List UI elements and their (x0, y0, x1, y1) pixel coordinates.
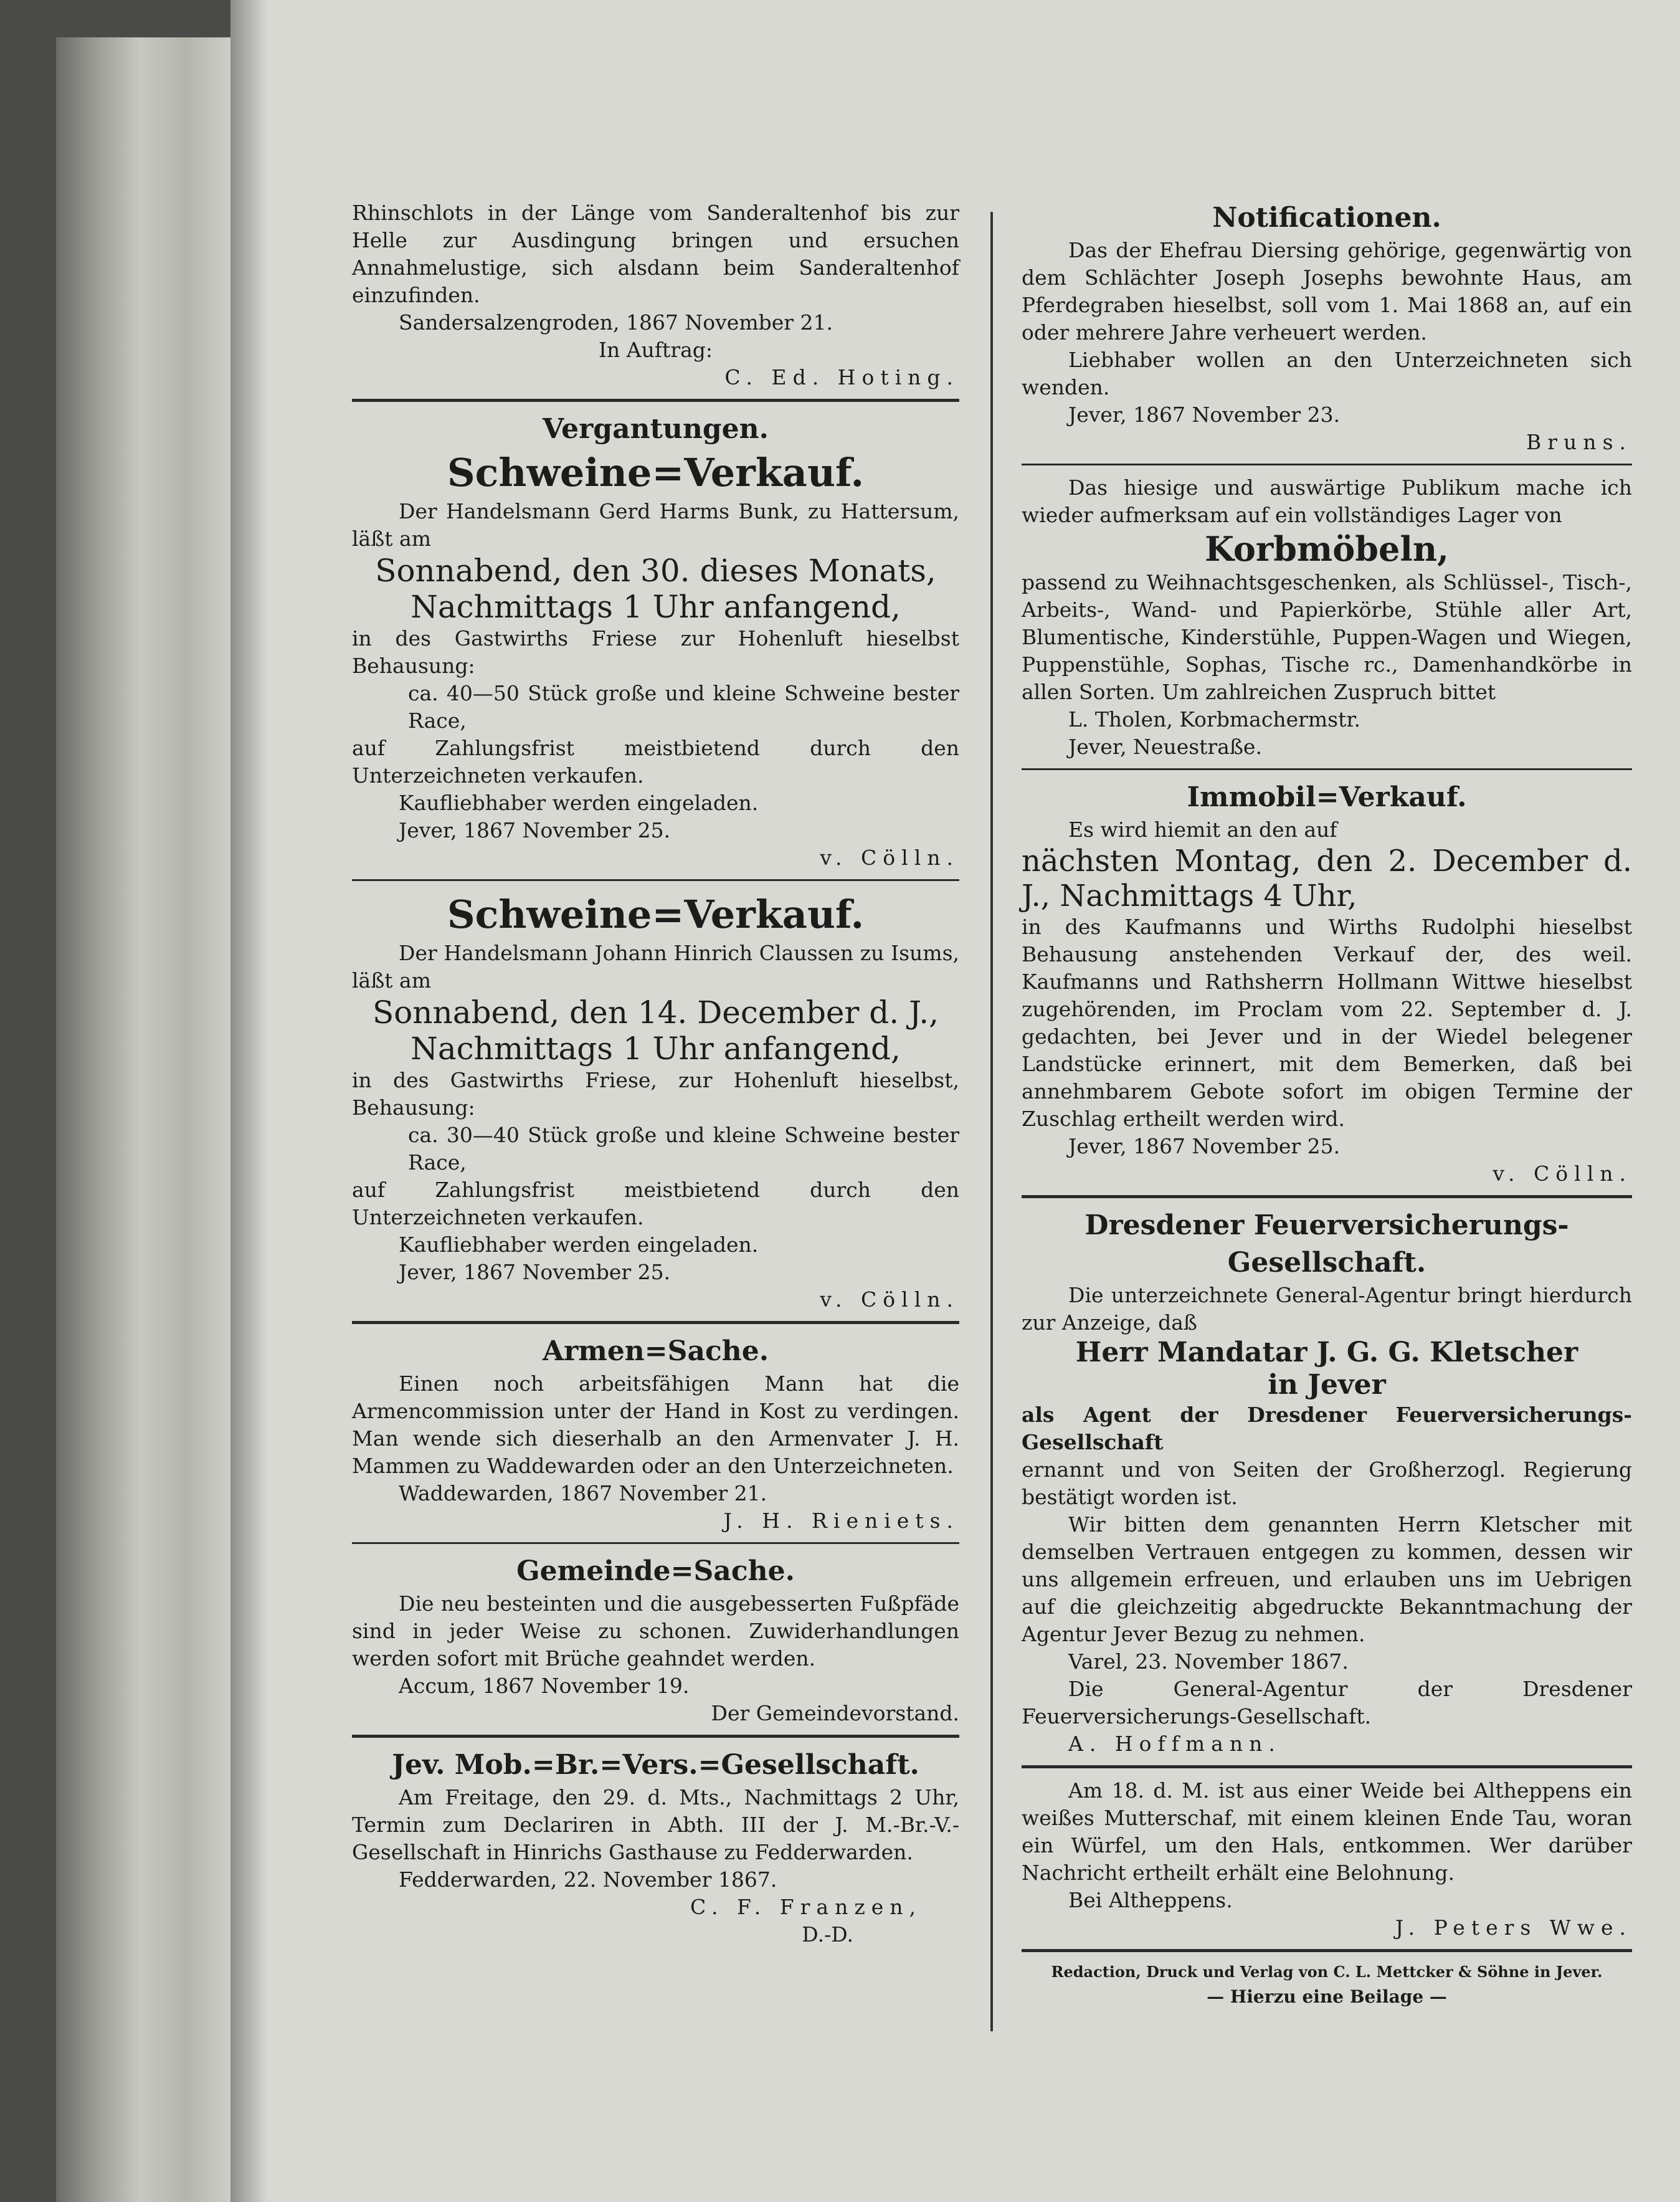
ad-date: Jever, 1867 November 23. (1068, 403, 1341, 427)
ad-title: Schweine=Verkauf. (447, 892, 865, 937)
separator-rule (352, 879, 959, 881)
separator-rule (1022, 1195, 1632, 1198)
ad-title: Immobil=Verkauf. (1187, 781, 1467, 813)
ad-text: Die neu besteinten und die ausgebesserten Fußpfäde sind in jeder Weise zu schonen. Zuwiderhandlungen werden sofort mit Brüche geahndet werden. (352, 1591, 959, 1671)
ad-text: Am 18. d. M. ist aus einer Weide bei Altheppens ein weißes Mutterschaf, mit einem kleinen Ende Tau, woran ein Würfel, um den Hals, entkommen. Wer darüber Nachricht ertheilt erhält eine Belohnung. (1022, 1778, 1632, 1885)
ad-date: Jever, 1867 November 25. (1068, 1134, 1341, 1158)
ad-time-big: Nachmittags 1 Uhr anfangend, (411, 1031, 901, 1067)
separator-rule (1022, 1949, 1632, 1952)
ad-text: passend zu Weihnachtsgeschenken, als Schlüssel-, Tisch-, Arbeits-, Wand- und Papierkörbe, Stühle aller Art, Blumentische, Kinderstühle, Puppen-Wagen und Wiegen, Puppenstühle, Sophas, Tische rc., Damenhandkörbe in allen Sorten. Um zahlreichen Zuspruch bittet (1022, 570, 1632, 704)
ad-text: Am Freitage, den 29. d. Mts., Nachmittags 2 Uhr, Termin zum Declariren in Abth. III der J. M.-Br.-V.-Gesellschaft in Hinrichs Gasthause zu Fedderwarden. (352, 1785, 959, 1864)
ad-bold-lead: als Agent der Dresdener Feuerversicherungs-Gesellschaft (1022, 1403, 1632, 1454)
notice-text: Rhinschlots in der Länge vom Sanderaltenhof bis zur Helle zur Ausdingung bringen und ersuchen Annahmelustige, sich alsdann beim Sanderaltenhof einzufinden. (352, 201, 959, 307)
ad-intro: Die unterzeichnete General-Agentur bringt hierdurch zur Anzeige, daß (1022, 1283, 1632, 1335)
notice-rhinschlots (352, 199, 959, 391)
ad-date-big: Sonnabend, den 14. December d. J., (372, 994, 939, 1031)
ad-date: Waddewarden, 1867 November 21. (399, 1481, 767, 1505)
separator-rule (1022, 464, 1632, 465)
imprint: Redaction, Druck und Verlag von C. L. Mettcker & Söhne in Jever. (1051, 1963, 1603, 1981)
ad-signature: v. Cölln. (820, 1287, 959, 1312)
ad-mutterschaf (1022, 1777, 1632, 1942)
ad-text: auf Zahlungsfrist meistbietend durch den Unterzeichneten verkaufen. (352, 1178, 959, 1229)
section-heading: Vergantungen. (543, 413, 769, 445)
ad-armen-sache (352, 1333, 959, 1535)
right-column (1022, 199, 1632, 2011)
ad-agent-name: Herr Mandatar J. G. G. Kletscher (1075, 1337, 1578, 1368)
ad-text: Kaufliebhaber werden eingeladen. (399, 1232, 759, 1257)
ad-intro: Der Handelsmann Gerd Harms Bunk, zu Hattersum, läßt am (352, 499, 959, 551)
ad-date-big: nächsten Montag, den 2. December d. J., Nachmittags 4 Uhr, (1022, 844, 1632, 913)
ad-schweine-verkauf-1 (352, 411, 959, 872)
supplement-note: — Hierzu eine Beilage — (1207, 1986, 1447, 2007)
ad-title: Korbmöbeln, (1205, 529, 1449, 569)
separator-rule (1022, 1765, 1632, 1768)
ad-signature: J. Peters Wwe. (1395, 1915, 1632, 1940)
ad-text: Einen noch arbeitsfähigen Mann hat die Armencommission unter der Hand in Kost zu verdingen. Man wende sich dieserhalb an den Armenvater J. H. Mammen zu Waddewarden oder an den Unterzeichneten. (352, 1371, 959, 1478)
ad-signature: v. Cölln. (820, 846, 959, 870)
ad-notificationen (1022, 199, 1632, 456)
ad-title: Gemeinde=Sache. (516, 1555, 795, 1587)
ad-signature: Der Gemeindevorstand. (711, 1701, 959, 1725)
ad-korbmoebeln (1022, 474, 1632, 761)
ad-text: Das der Ehefrau Diersing gehörige, gegenwärtig von dem Schlächter Joseph Josephs bewohnte Haus, am Pferdegraben hieselbst, soll vom 1. Mai 1868 an, auf ein oder mehrere Jahre verheuert werden. (1022, 238, 1632, 345)
ad-intro: Das hiesige und auswärtige Publikum mache ich wieder aufmerksam auf ein vollständiges Lager von (1022, 475, 1632, 527)
ad-title: Dresdener Feuerversicherungs-Gesellschaft. (1084, 1209, 1569, 1279)
ad-text: Wir bitten dem genannten Herrn Kletscher mit demselben Vertrauen entgegen zu kommen, dessen wir uns allgemein erfreuen, und erlauben uns im Uebrigen auf die gleichzeitig abgedruckte Bekanntmachung der Agentur Jever Bezug zu nehmen. (1022, 1512, 1632, 1646)
ad-mob-br-vers (352, 1747, 959, 1948)
ad-place: Jever, Neuestraße. (1068, 735, 1262, 759)
ad-agency: Die General-Agentur der Dresdener Feuerversicherungs-Gesellschaft. (1022, 1677, 1632, 1728)
ad-place: Bei Altheppens. (1068, 1888, 1233, 1912)
ad-text: ernannt und von Seiten der Großherzogl. Regierung bestätigt worden ist. (1022, 1457, 1632, 1509)
notice-auftrag: In Auftrag: (598, 338, 713, 362)
ad-text: Liebhaber wollen an den Unterzeichneten sich wenden. (1022, 348, 1632, 399)
ad-date: Jever, 1867 November 25. (399, 1260, 671, 1284)
ad-date: Varel, 23. November 1867. (1068, 1649, 1349, 1674)
ad-text: ca. 40—50 Stück große und kleine Schweine bester Race, (408, 681, 959, 733)
ad-title: Armen=Sache. (542, 1335, 769, 1367)
ad-signature: J. H. Rieniets. (723, 1509, 959, 1533)
ad-signature: L. Tholen, Korbmachermstr. (1068, 707, 1361, 732)
left-column (352, 199, 959, 1948)
ad-text: Kaufliebhaber werden eingeladen. (399, 791, 759, 815)
ad-date-big: Sonnabend, den 30. dieses Monats, (375, 553, 936, 589)
ad-text: in des Gastwirths Friese zur Hohenluft hieselbst Behausung: (352, 626, 959, 678)
ad-time-big: Nachmittags 1 Uhr anfangend, (411, 589, 901, 625)
section-heading: Notificationen. (1212, 202, 1441, 234)
separator-rule (1022, 768, 1632, 770)
separator-rule (352, 1542, 959, 1544)
ad-title: Schweine=Verkauf. (447, 450, 865, 495)
ad-text: in des Kaufmanns und Wirths Rudolphi hieselbst Behausung anstehenden Verkauf der, des weil. Kaufmanns und Rathsherrn Hollmann Wittwe hieselbst zugehörenden, im Proclam vom 22. September d. J. gedachten, bei Jever und in der Wiedel belegener Landstücke erinnert, mit dem Bemerken, daß bei annehmbarem Gebote sofort im obigen Termine der Zuschlag ertheilt werden wird. (1022, 915, 1632, 1131)
ad-dresdener-feuerversicherung (1022, 1207, 1632, 1758)
ad-signature: v. Cölln. (1493, 1161, 1632, 1186)
ad-date: Accum, 1867 November 19. (399, 1674, 690, 1698)
ad-text: auf Zahlungsfrist meistbietend durch den Unterzeichneten verkaufen. (352, 736, 959, 788)
separator-rule (352, 399, 959, 402)
ad-signature: Bruns. (1526, 430, 1632, 454)
notice-date: Sandersalzengroden, 1867 November 21. (399, 310, 833, 335)
ad-title: Jev. Mob.=Br.=Vers.=Gesellschaft. (392, 1749, 919, 1781)
ad-gemeinde-sache (352, 1553, 959, 1727)
ad-signature-title: D.-D. (802, 1922, 853, 1947)
ad-date: Fedderwarden, 22. November 1867. (399, 1867, 777, 1892)
ad-signature: C. F. Franzen, (690, 1895, 922, 1919)
column-divider (990, 212, 993, 2031)
book-page-edges (56, 37, 243, 2202)
separator-rule (352, 1321, 959, 1324)
ad-date: Jever, 1867 November 25. (399, 818, 671, 842)
ad-agent-place: in Jever (1268, 1369, 1386, 1401)
ad-intro: Es wird hiemit an den auf (1068, 817, 1337, 842)
gutter-shadow (230, 0, 268, 2202)
ad-immobil-verkauf (1022, 779, 1632, 1188)
notice-signature: C. Ed. Hoting. (724, 365, 959, 389)
ad-signature: A. Hoffmann. (1068, 1732, 1281, 1756)
separator-rule (352, 1735, 959, 1738)
ad-intro: Der Handelsmann Johann Hinrich Claussen zu Isums, läßt am (352, 941, 959, 993)
ad-text: in des Gastwirths Friese, zur Hohenluft hieselbst, Behausung: (352, 1068, 959, 1120)
ad-schweine-verkauf-2 (352, 890, 959, 1313)
ad-text: ca. 30—40 Stück große und kleine Schweine bester Race, (408, 1123, 959, 1175)
